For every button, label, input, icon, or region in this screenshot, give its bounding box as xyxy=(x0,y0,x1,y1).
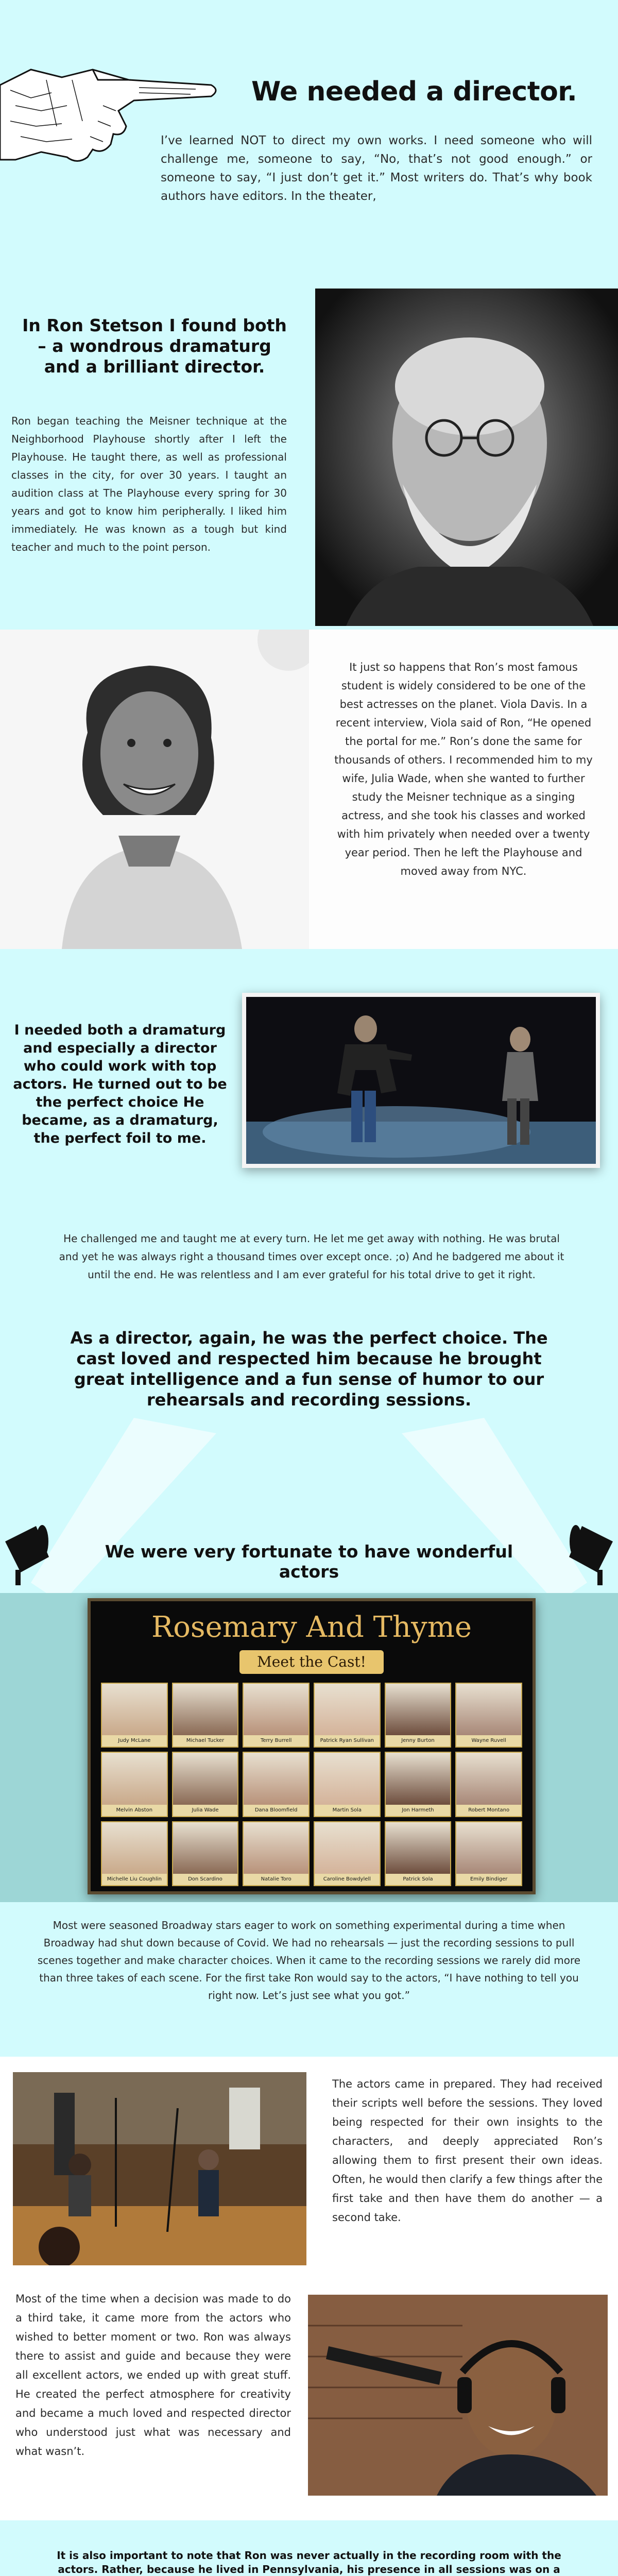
intro-paragraph: I’ve learned NOT to direct my own works. I need someone who will challenge me, someone to say, “No, that’s not good enough.” or someone to say, “I just don’t get it.” Most writers do. That’s why book authors have editors. In the theater, xyxy=(161,134,592,203)
cast-member-name: Michael Tucker xyxy=(173,1735,238,1747)
stage-rehearsal-image xyxy=(242,993,600,1168)
cast-member-name: Jenny Burton xyxy=(386,1735,451,1747)
cast-member-name: Emily Bindiger xyxy=(456,1874,521,1885)
third-take-paragraph: Most of the time when a decision was made to do a third take, it came more from the actors who wished to better moment or two. Ron was always there to assist and guide and because they were all excellent actors, we ended up with great stuff. He created the perfect atmosphere for creativity and became a much loved and respected director who understood just what was necessary and what wasn’t. xyxy=(15,2293,291,2458)
cast-headshot xyxy=(315,1822,380,1874)
cast-headshot xyxy=(456,1684,521,1735)
seasoned-paragraph: Most were seasoned Broadway stars eager to work on something experimental during a time when Broadway had shut down because of Covid. We had no rehearsals — just the recording sessions to pull scenes together and make character choices. When it came to the recording sessions we rarely did more than three takes of each scene. For the first take Ron would say to the actors, “I have nothing to tell you right now. Let’s just see what you got.” xyxy=(37,1919,581,2002)
actors-heading: We were very fortunate to have wonderful actors xyxy=(105,1541,513,1582)
cast-member-name: Robert Montano xyxy=(456,1805,521,1816)
cast-member-name: Dana Bloomfield xyxy=(244,1805,308,1816)
cast-member-name: Martin Sola xyxy=(315,1805,380,1816)
cast-member-name: Terry Burrell xyxy=(244,1735,308,1747)
zoom-section xyxy=(0,2520,618,2576)
poster-banner: Meet the Cast! xyxy=(239,1650,384,1674)
ron-heading: In Ron Stetson I found both – a wondrous dramaturg and a brilliant director. xyxy=(22,315,287,377)
cast-member-card xyxy=(385,1683,452,1748)
cast-grid xyxy=(101,1683,522,1886)
cast-member-name: Melvin Abston xyxy=(102,1805,167,1816)
cast-member-card xyxy=(101,1821,168,1886)
cast-headshot xyxy=(102,1684,167,1735)
dramaturg-heading: I needed both a dramaturg and especially a director who could work with top actors. He turned out to be the perfect choice He became, as a dramaturg, the perfect foil to me. xyxy=(13,1022,227,1146)
ron-portrait-image xyxy=(315,289,618,626)
cast-headshot xyxy=(173,1684,238,1735)
cast-member-card xyxy=(385,1821,452,1886)
cast-headshot xyxy=(386,1753,451,1804)
cast-member-card xyxy=(314,1821,381,1886)
cast-member-card xyxy=(455,1752,522,1817)
ron-paragraph: Ron began teaching the Meisner technique at the Neighborhood Playhouse shortly after I left the Playhouse. He taught there, as well as professional classes in the city, for over 30 years. I taught an audition class at The Playhouse every spring for 30 years and got to know him peripherally. I liked him immediately. He was known as a tough but kind teacher and much to the point person. xyxy=(11,415,287,553)
viola-paragraph: It just so happens that Ron’s most famous student is widely considered to be one of the best actresses on the planet. Viola Davis. In a recent interview, Viola said of Ron, “He opened the portal for me.” Ron’s done the same for thousands of others. I recommended him to my wife, Julia Wade, when she wanted to further study the Meisner technique as a singing actress, and she took his classes and worked with him privately when needed over a twenty year period. Then he left the Playhouse and moved away from NYC. xyxy=(334,661,593,877)
cast-member-name: Judy McLane xyxy=(102,1735,167,1747)
zoom-note-heading: It is also important to note that Ron was never actually in the recording room with the actors. Rather, because he lived in Pennsylvania, his presence in all sessions was on a xyxy=(57,2549,561,2575)
challenged-paragraph: He challenged me and taught me at every turn. He let me get away with nothing. He was brutal and yet he was always right a thousand times over except once. ;o) And he badgered me about it until the end. He was relentless and I am ever grateful for his total drive to get it right. xyxy=(59,1232,564,1281)
cast-member-card xyxy=(101,1752,168,1817)
prepared-section xyxy=(0,2057,618,2283)
cast-member-name: Julia Wade xyxy=(173,1805,238,1816)
cast-headshot xyxy=(244,1822,308,1874)
cast-member-name: Caroline Bowdylell xyxy=(315,1874,380,1885)
cast-member-card xyxy=(455,1821,522,1886)
perfect-choice-heading: As a director, again, he was the perfect choice. The cast loved and respected him because he brought great intelligence and a fun sense of humor to our rehearsals and recording sessions. xyxy=(70,1328,548,1410)
cast-headshot xyxy=(456,1822,521,1874)
cast-member-name: Wayne Ruvell xyxy=(456,1735,521,1747)
cast-headshot xyxy=(315,1684,380,1735)
cast-member-name: Patrick Sola xyxy=(386,1874,451,1885)
viola-davis-portrait-image xyxy=(0,630,309,949)
cast-headshot xyxy=(173,1822,238,1874)
actor-at-microphone-image xyxy=(308,2295,608,2496)
intro-section xyxy=(0,0,618,289)
cast-member-card xyxy=(385,1752,452,1817)
cast-headshot xyxy=(173,1753,238,1804)
cast-headshot xyxy=(244,1684,308,1735)
poster-section xyxy=(0,1593,618,1902)
cast-headshot xyxy=(102,1753,167,1804)
cast-member-card xyxy=(314,1752,381,1817)
recording-studio-image xyxy=(13,2072,306,2265)
cast-member-card xyxy=(101,1683,168,1748)
cast-member-card xyxy=(314,1683,381,1748)
cast-member-card xyxy=(172,1683,239,1748)
cast-headshot xyxy=(315,1753,380,1804)
cast-headshot xyxy=(386,1684,451,1735)
cast-headshot xyxy=(102,1822,167,1874)
third-take-section xyxy=(0,2283,618,2520)
cast-member-name: Natalie Toro xyxy=(244,1874,308,1885)
cast-headshot xyxy=(456,1753,521,1804)
stage-photo-frame xyxy=(242,993,600,1168)
cast-member-card xyxy=(243,1821,310,1886)
cast-member-name: Michelle Liu Coughlin xyxy=(102,1874,167,1885)
cast-member-card xyxy=(243,1752,310,1817)
poster-title: Rosemary And Thyme xyxy=(151,1611,472,1644)
cast-member-card xyxy=(455,1683,522,1748)
cast-member-name: Don Scardino xyxy=(173,1874,238,1885)
cast-member-card xyxy=(243,1683,310,1748)
cast-member-name: Patrick Ryan Sullivan xyxy=(315,1735,380,1747)
ron-section xyxy=(0,289,618,629)
section-heading: We needed a director. xyxy=(251,76,577,107)
prepared-paragraph: The actors came in prepared. They had received their scripts well before the sessions. They loved being respected for their own insights to the characters, and deeply appreciated Ron’s allowing them to first present their own ideas. Often, he would then clarify a few things after the first take and then have them do another — a second take. xyxy=(332,2078,603,2224)
seasoned-section xyxy=(0,1902,618,2057)
cast-member-card xyxy=(172,1821,239,1886)
cast-headshot xyxy=(386,1822,451,1874)
cast-member-name: Jon Harmeth xyxy=(386,1805,451,1816)
dramaturg-section xyxy=(0,949,618,1593)
viola-section xyxy=(0,630,618,949)
cast-member-card xyxy=(172,1752,239,1817)
cast-poster xyxy=(88,1598,536,1894)
cast-headshot xyxy=(244,1753,308,1804)
